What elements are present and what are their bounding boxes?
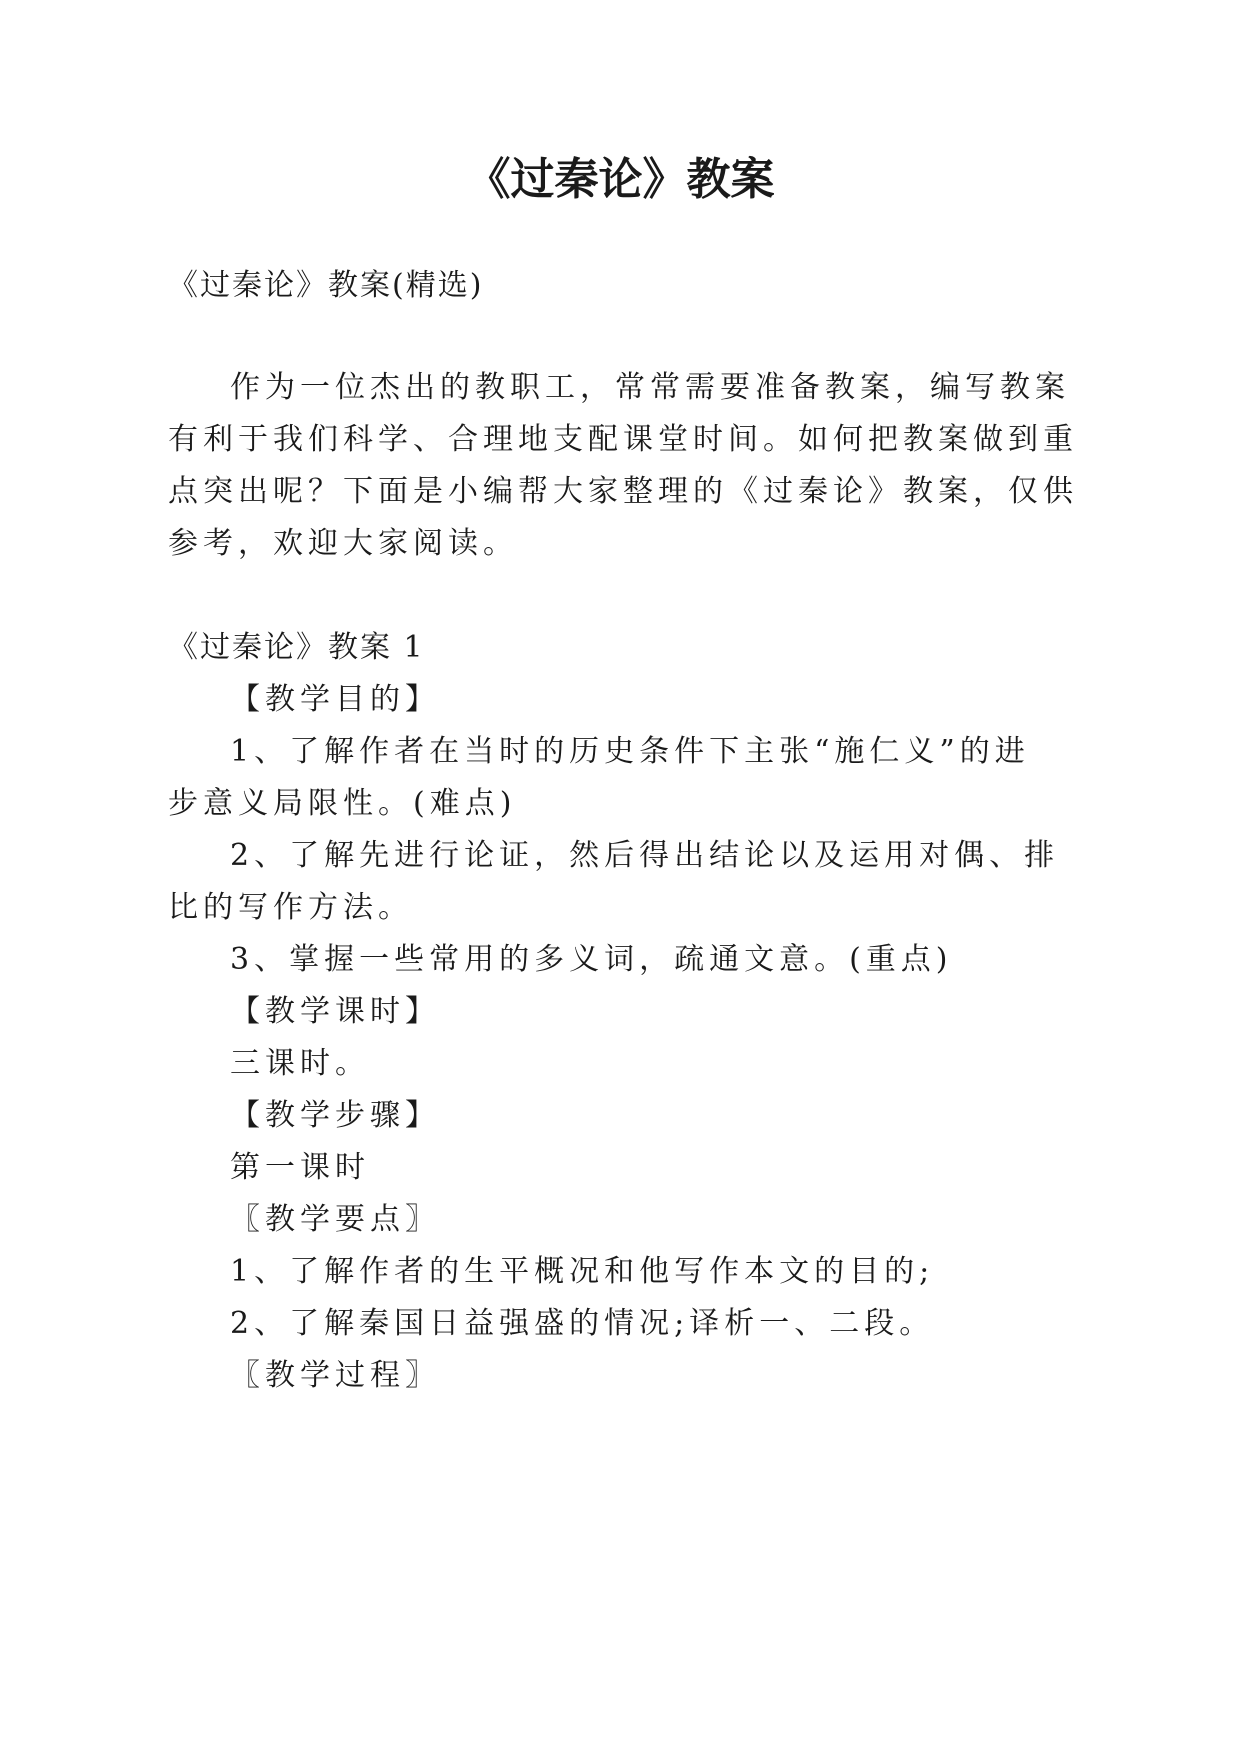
- keypoints-heading: 〖教学要点〗: [230, 1202, 440, 1237]
- objectives-heading: 【教学目的】: [230, 682, 440, 717]
- intro-line-2: 有利于我们科学、合理地支配课堂时间。如何把教案做到重: [168, 422, 1078, 457]
- keypoint-1: 1、了解作者的生平概况和他写作本文的目的;: [230, 1254, 935, 1289]
- objective-2-line-2: 比的写作方法。: [168, 890, 413, 925]
- hours-heading: 【教学课时】: [230, 994, 440, 1029]
- objective-3: 3、掌握一些常用的多义词，疏通文意。(重点): [230, 942, 953, 977]
- intro-line-4: 参考，欢迎大家阅读。: [168, 526, 518, 561]
- hours-value: 三课时。: [230, 1046, 370, 1081]
- objective-1-line-2: 步意义局限性。(难点): [168, 786, 517, 821]
- process-heading: 〖教学过程〗: [230, 1358, 440, 1393]
- keypoint-2: 2、了解秦国日益强盛的情况;译析一、二段。: [230, 1306, 935, 1341]
- objective-2-line-1: 2、了解先进行论证，然后得出结论以及运用对偶、排: [230, 838, 1060, 873]
- lesson-1-heading: 第一课时: [230, 1150, 370, 1185]
- document-subtitle: 《过秦论》教案(精选): [168, 268, 484, 303]
- steps-heading: 【教学步骤】: [230, 1098, 440, 1133]
- intro-line-1: 作为一位杰出的教职工，常常需要准备教案，编写教案: [230, 370, 1070, 405]
- objective-1-line-1: 1、了解作者在当时的历史条件下主张“施仁义”的进: [230, 734, 1030, 769]
- document-title: 《过秦论》教案: [466, 154, 775, 205]
- intro-line-3: 点突出呢？下面是小编帮大家整理的《过秦论》教案，仅供: [168, 474, 1078, 509]
- section-heading: 《过秦论》教案 1: [168, 630, 425, 665]
